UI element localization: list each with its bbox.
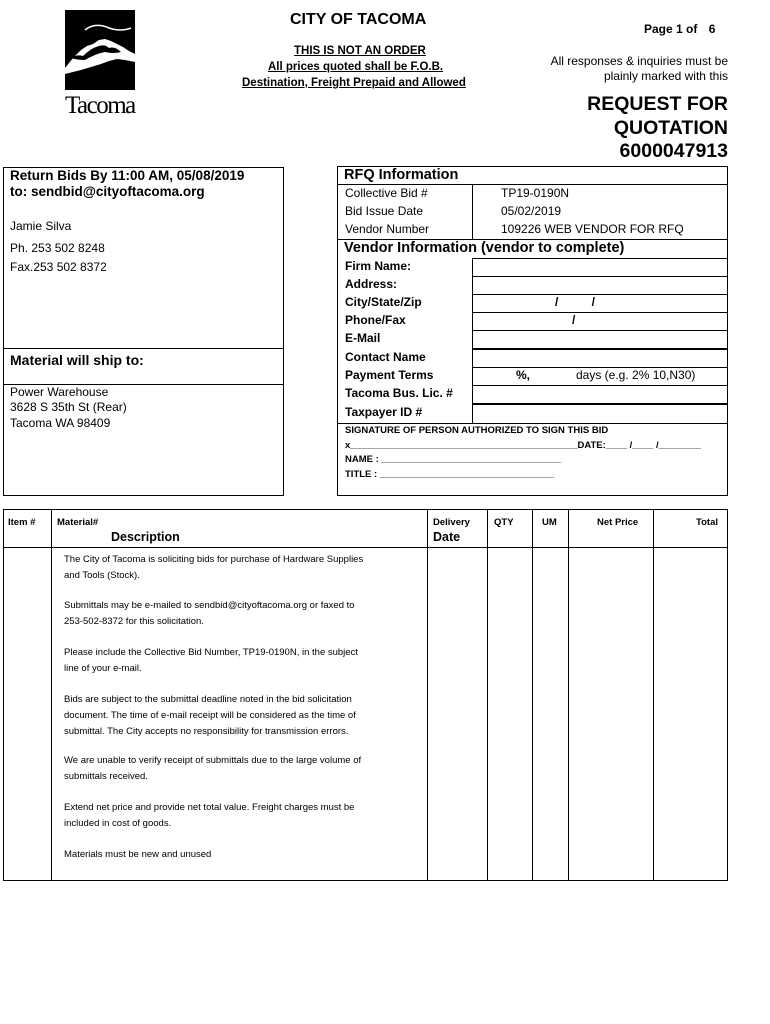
- rfq-info-heading: RFQ Information: [344, 167, 459, 183]
- city-state-zip-separators: / /: [555, 295, 596, 309]
- description-paragraph: [64, 847, 211, 863]
- business-license-label: Tacoma Bus. Lic. #: [345, 386, 453, 400]
- vendor-number-label: Vendor Number: [345, 222, 430, 236]
- buyer-name: Jamie Silva: [10, 219, 72, 233]
- signer-name-line[interactable]: NAME : __________________________________: [345, 454, 562, 465]
- description-line: 253-502-8372 for this solicitation.: [64, 616, 204, 627]
- payment-percent: %,: [516, 368, 531, 382]
- col-net-price: Net Price: [597, 517, 639, 528]
- buyer-fax: Fax.253 502 8372: [10, 260, 107, 274]
- city-title: CITY OF TACOMA: [290, 11, 427, 28]
- return-bids-deadline: Return Bids By 11:00 AM, 05/08/2019: [10, 168, 245, 183]
- vendor-info-heading: Vendor Information (vendor to complete): [344, 240, 625, 256]
- rfq-title-line-1: REQUEST FOR: [587, 93, 728, 115]
- city-state-zip-field[interactable]: [472, 294, 728, 313]
- description-paragraph: [64, 692, 356, 740]
- signer-title-line[interactable]: TITLE : _________________________________: [345, 469, 555, 480]
- description-line: The City of Tacoma is soliciting bids for purchase of Hardware Supplies: [64, 554, 364, 565]
- ship-to-heading: Material will ship to:: [10, 352, 144, 368]
- bid-issue-date-label: Bid Issue Date: [345, 204, 424, 218]
- col-qty: QTY: [494, 517, 514, 528]
- description-line: Please include the Collective Bid Number, TP19-0190N, in the subject: [64, 647, 358, 658]
- return-bids-email: to: sendbid@cityoftacoma.org: [10, 184, 205, 199]
- col-item: Item #: [8, 517, 36, 528]
- city-logo: [65, 10, 135, 119]
- taxpayer-id-field[interactable]: [472, 404, 728, 424]
- rfq-title-line-2: QUOTATION: [613, 116, 728, 139]
- page-label: Page 1 of: [644, 22, 698, 36]
- taxpayer-id-label: Taxpayer ID #: [345, 405, 423, 419]
- mountain-logo-icon: [65, 10, 135, 90]
- buyer-phone: Ph. 253 502 8248: [10, 241, 105, 255]
- page-total: 6: [708, 22, 716, 36]
- col-description: Description: [111, 530, 180, 544]
- inquiries-line-1: All responses & inquiries must be: [550, 54, 728, 68]
- description-paragraph: [64, 552, 363, 584]
- signature-heading: SIGNATURE OF PERSON AUTHORIZED TO SIGN THIS BID: [345, 425, 609, 436]
- signature-line[interactable]: x___________________________________________DATE:____ /____ /________: [345, 440, 701, 451]
- bid-issue-date-value: 05/02/2019: [501, 204, 562, 218]
- description-line: line of your e-mail.: [64, 663, 142, 674]
- description-line: We are unable to verify receipt of submittals due to the large volume of: [64, 755, 362, 766]
- collective-bid-label: Collective Bid #: [345, 186, 428, 200]
- description-line: Extend net price and provide net total value. Freight charges must be: [64, 802, 355, 813]
- logo-wordmark: Tacoma: [65, 92, 135, 119]
- rfq-title: [587, 93, 728, 164]
- email-label: E-Mail: [345, 331, 381, 345]
- description-line: Submittals may be e-mailed to sendbid@cityoftacoma.org or faxed to: [64, 600, 355, 611]
- address-label: Address:: [345, 277, 398, 291]
- contact-name-field[interactable]: [472, 349, 728, 368]
- payment-terms-label: Payment Terms: [345, 368, 434, 382]
- description-paragraph: [64, 645, 358, 677]
- col-delivery: Delivery: [433, 517, 470, 528]
- email-field[interactable]: [472, 330, 728, 349]
- description-line: submittals received.: [64, 771, 148, 782]
- business-license-field[interactable]: [472, 385, 728, 404]
- firm-name-label: Firm Name:: [345, 259, 412, 273]
- col-um: UM: [542, 517, 557, 528]
- phone-fax-label: Phone/Fax: [345, 313, 406, 327]
- col-date: Date: [433, 530, 461, 544]
- description-paragraph: [64, 598, 355, 630]
- description-line: included in cost of goods.: [64, 818, 172, 829]
- payment-days-hint: days (e.g. 2% 10,N30): [576, 368, 696, 382]
- contact-name-label: Contact Name: [345, 350, 426, 364]
- description-line: submittal. The City accepts no responsibility for transmission errors.: [64, 726, 349, 737]
- city-state-zip-label: City/State/Zip: [345, 295, 422, 309]
- fob-line-2: Destination, Freight Prepaid and Allowed: [242, 77, 466, 89]
- return-bids-box: [3, 167, 284, 496]
- rfq-number: 6000047913: [619, 140, 728, 162]
- page-number: [644, 22, 715, 36]
- description-line: Materials must be new and unused: [64, 849, 212, 860]
- description-paragraph: [64, 800, 354, 832]
- address-field[interactable]: [472, 276, 728, 295]
- not-order-notice: THIS IS NOT AN ORDER: [294, 45, 426, 57]
- col-material: Material#: [57, 517, 99, 528]
- ship-to-line-3: Tacoma WA 98409: [10, 416, 111, 430]
- description-line: and Tools (Stock).: [64, 570, 140, 581]
- firm-name-field[interactable]: [472, 258, 728, 277]
- phone-fax-separator: /: [572, 313, 576, 327]
- vendor-number-value: 109226 WEB VENDOR FOR RFQ: [501, 222, 684, 236]
- collective-bid-value: TP19-0190N: [501, 186, 570, 200]
- description-line: document. The time of e-mail receipt will be considered as the time of: [64, 710, 356, 721]
- col-total: Total: [696, 517, 718, 528]
- description-line: Bids are subject to the submittal deadline noted in the bid solicitation: [64, 694, 352, 705]
- inquiries-line-2: plainly marked with this: [603, 69, 728, 83]
- ship-to-line-1: Power Warehouse: [10, 385, 109, 399]
- ship-to-line-2: 3628 S 35th St (Rear): [10, 400, 127, 414]
- description-paragraph: [64, 753, 361, 785]
- phone-fax-field[interactable]: [472, 312, 728, 331]
- fob-line-1: All prices quoted shall be F.O.B.: [268, 61, 444, 73]
